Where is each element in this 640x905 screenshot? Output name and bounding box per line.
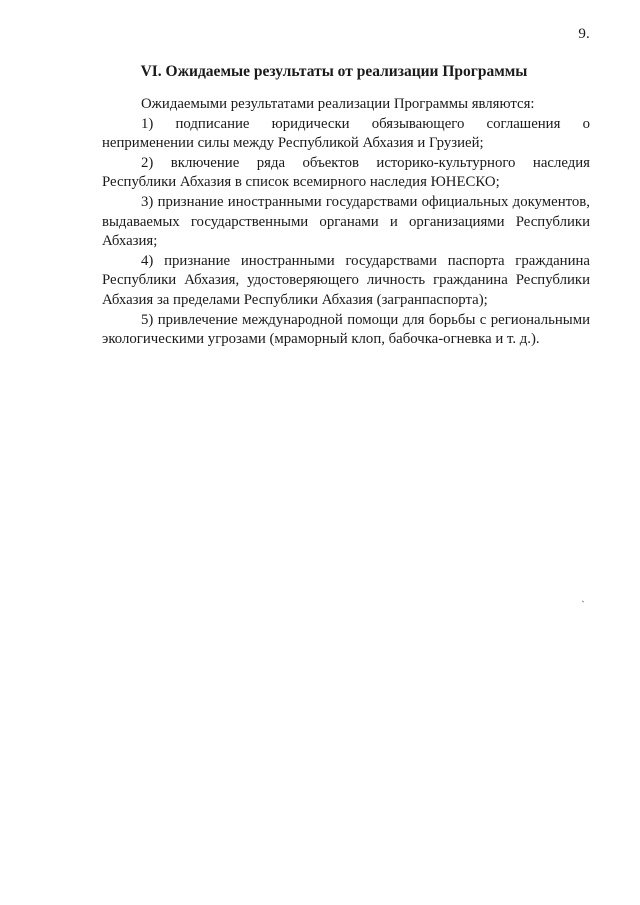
result-item-5: 5) привлечение международной помощи для борьбы с региональными экологическими угрозами (мраморный клоп, бабочка-огневка и т. д.). — [102, 311, 590, 348]
section-body — [102, 95, 590, 350]
page-number: 9. — [578, 26, 590, 42]
result-item-2: 2) включение ряда объектов историко-культурного наследия Республики Абхазия в список всемирного наследия ЮНЕСКО; — [102, 154, 590, 191]
scan-speck — [582, 601, 584, 603]
intro-paragraph: Ожидаемыми результатами реализации Программы являются: — [141, 96, 535, 112]
result-item-4: 4) признание иностранными государствами паспорта гражданина Республики Абхазия, удостоверяющего личность гражданина Республики Абхазия за пределами Республики Абхазия (загранпаспорта); — [102, 252, 590, 308]
result-item-3: 3) признание иностранными государствами официальных документов, выдаваемых государственными органами и организациями Республики Абхазия; — [102, 193, 590, 250]
section-title: VI. Ожидаемые результаты от реализации Программы — [140, 63, 528, 80]
result-item-1: 1) подписание юридически обязывающего соглашения о неприменении силы между Республикой Абхазия и Грузией; — [102, 115, 590, 152]
